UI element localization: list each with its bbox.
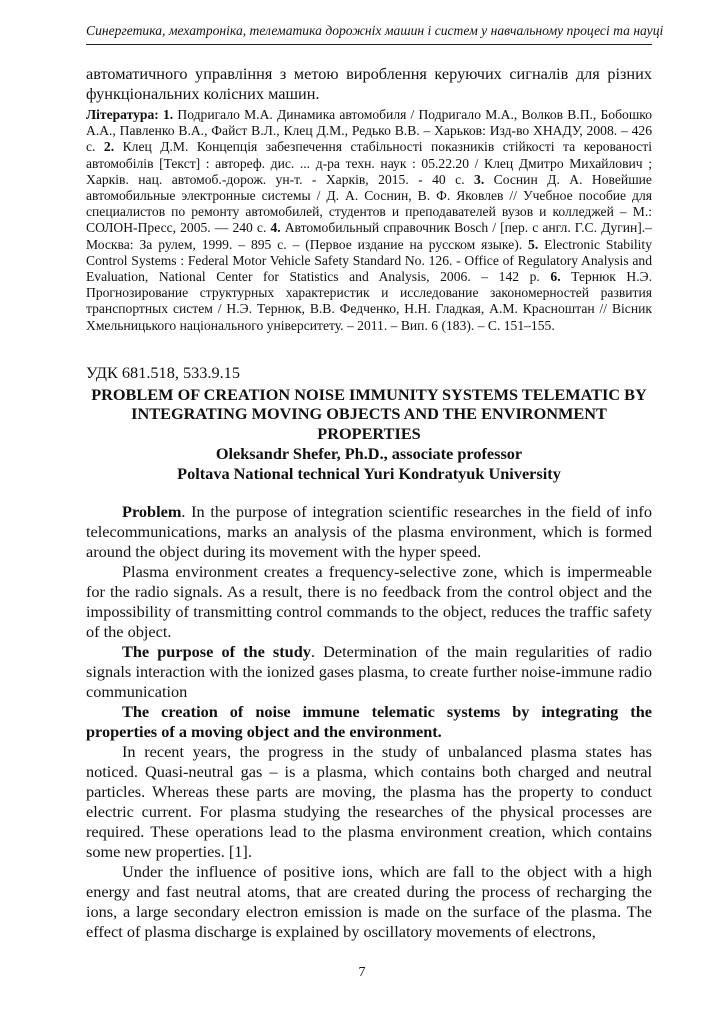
body-paragraph: In recent years, the progress in the study of unbalanced plasma states has noticed. Quasi-neutral gas – is a plasma, which contains both charged and neutral particles. Whereas these parts are moving, the plasma has the property to conduct electric current. For plasma studying the researches of the physical processes are required. These operations lead to the plasma environment creation, which contains some new properties. [1]. <box>86 741 652 861</box>
reference-number: 5. <box>528 236 539 252</box>
article-body <box>86 502 652 942</box>
problem-text: . In the purpose of integration scientific researches in the field of info telecommunications, marks an analysis of the plasma environment, which is formed around the object during its movement with the hyper speed. <box>86 501 652 561</box>
plasma-paragraph: Plasma environment creates a frequency-selective zone, which is impermeable for the radio signals. As a result, there is no feedback from the control object and the impossibility of transmitting control commands to the object, reduces the traffic safety of the object. <box>86 561 652 641</box>
problem-paragraph <box>86 502 652 562</box>
affiliation: Poltava National technical Yuri Kondratyuk University <box>177 463 561 483</box>
reference-number: 1. <box>163 107 174 122</box>
header-rule <box>86 44 652 45</box>
reference-text: Соснин Д. А. Новейшие автомобильные электронные системы / Д. А. Соснин, В. Ф. Яковлев // Учебное пособие для специалистов по ремонту автомобилей, студентов и преподавателей вузов и колледжей – М.: СОЛОН-Пресс, 2005. — 240 с. <box>86 171 652 236</box>
purpose-label: The purpose of the study <box>122 641 311 661</box>
body-paragraph: Under the influence of positive ions, which are fall to the object with a high energy and fast neutral atoms, that are created during the process of recharging the ions, a large secondary electron emission is made on the surface of the plasma. The effect of plasma discharge is explained by oscillatory movements of electrons, <box>86 861 652 941</box>
reference-list <box>86 107 652 334</box>
reference-text: Подригало М.А. Динамика автомобиля / Подригало М.А., Волков В.П., Бобошко А.А., Павленко В.А., Файст В.Л., Клец Д.М., Редько В.В. – Харьков: Изд-во ХНАДУ, 2008. – 426 с. <box>86 107 652 155</box>
reference-text: Тернюк Н.Э. Прогнозирование структурных характеристик и исследование закономерностей развития транспортных систем / Н.Э. Тернюк, В.В. Федченко, Н.Н. Гладкая, А.М. Красноштан // Вісник Хмельницького національного університету. – 2011. – Вип. 6 (183). – С. 151–155. <box>86 269 652 333</box>
purpose-text: . Determination of the main regularities of radio signals interaction with the ionized gases plasma, to create further noise-immune radio communication <box>86 641 652 701</box>
reference-text: Electronic Stability Control Systems : Federal Motor Vehicle Safety Standard No. 126. - Office of Regulatory Analysis and Evaluation, National Center for Statistics and Analysis, 2006. – 142 p. <box>86 236 652 285</box>
purpose-paragraph <box>86 642 652 702</box>
reference-number: 6. <box>550 269 561 285</box>
problem-label: Problem <box>122 501 182 521</box>
article-title: PROBLEM OF CREATION NOISE IMMUNITY SYSTEMS TELEMATIC BY INTEGRATING MOVING OBJECTS AND THE ENVIRONMENT PROPERTIES <box>91 384 647 444</box>
previous-article-ending: автоматичного управління з метою вироблення керуючих сигналів для різних функціональних колісних машин. <box>86 64 652 103</box>
references-label: Література: <box>86 107 159 122</box>
udk-code: УДК 681.518, 533.9.15 <box>86 362 240 382</box>
page-number: 7 <box>358 965 366 980</box>
reference-number: 4. <box>270 220 281 236</box>
reference-text: Автомобильный справочник Bosch / [пер. с англ. Г.С. Дугин].– Москва: За рулем, 1999. – 895 с. – (Первое издание на русском языке). <box>86 220 652 252</box>
reference-number: 3. <box>474 171 485 187</box>
running-head: Синергетика, мехатроніка, телематика дорожніх машин і систем у навчальному процесі та науці <box>86 23 664 38</box>
reference-number: 2. <box>103 139 115 155</box>
page-content <box>86 64 652 942</box>
author: Oleksandr Shefer, Ph.D., associate professor <box>215 443 523 463</box>
reference-text: Клец Д.М. Концепція забезпечення стабільності показників стійкості та керованості автомобілів [Текст] : автореф. дис. ... д-ра техн. наук : 05.22.20 / Клец Дмитро Михайлович ; Харків. нац. автомоб.-дорож. ун-т. - Харків, 2015. - 40 с. <box>86 139 652 187</box>
section-heading: The creation of noise immune telematic systems by integrating the properties of a moving object and the environment. <box>86 701 652 741</box>
